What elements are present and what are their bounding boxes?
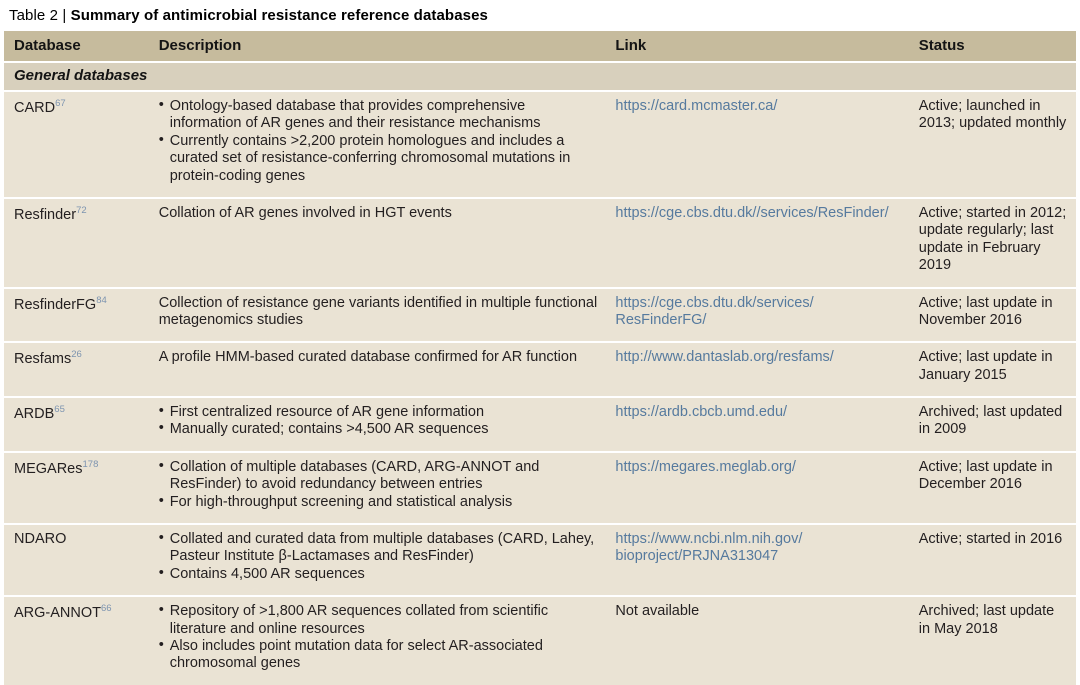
reference-superscript[interactable]: 66 [101,603,112,615]
link-cell: Not available [605,595,908,685]
bullet-item: • Ontology-based database that provides comprehensive information of AR genes and their resistance mechanisms [159,98,598,133]
description-bullets [159,603,598,673]
header-row [4,31,1076,61]
database-link[interactable]: http://www.dantaslab.org/resfams/ [615,349,834,366]
description-cell [149,90,606,197]
description-cell: A profile HMM-based curated database confirmed for AR function [149,341,606,396]
database-link[interactable]: https://ardb.cbcb.umd.edu/ [615,404,788,421]
description-bullets [159,459,598,511]
database-cell [4,341,149,396]
database-cell [4,451,149,523]
link-cell [605,451,908,523]
bullet-item: • Manually curated; contains >4,500 AR sequences [159,421,598,438]
bullet-item: • Currently contains >2,200 protein homologues and includes a curated set of resistance-conferring chromosomal mutations in protein-coding genes [159,133,598,185]
table-title-text: Summary of antimicrobial resistance reference databases [70,7,488,24]
database-cell [4,396,149,451]
database-link[interactable]: https://cge.cbs.dtu.dk/services/ResFinderFG/ [615,294,814,328]
col-header-link: Link [605,31,908,61]
status-cell: Active; launched in 2013; updated monthly [909,90,1076,197]
database-link[interactable]: https://www.ncbi.nlm.nih.gov/bioproject/PRJNA313047 [615,531,803,565]
description-cell: Collation of AR genes involved in HGT events [149,197,606,287]
table-row [4,287,1076,342]
bullet-item: • For high-throughput screening and statistical analysis [159,494,598,511]
section-label: General databases [4,61,1076,90]
reference-superscript[interactable]: 65 [54,404,65,416]
description-cell [149,451,606,523]
table-row [4,523,1076,595]
database-name: Resfinder [14,206,77,223]
description-cell [149,396,606,451]
database-name: ARG-ANNOT [14,605,101,622]
database-cell [4,90,149,197]
status-cell: Archived; last update in May 2018 [909,595,1076,685]
table-title [4,5,1076,31]
table-row [4,197,1076,287]
database-name: ARDB [14,405,55,422]
section-row [4,61,1076,90]
link-cell [605,523,908,595]
link-cell [605,90,908,197]
status-cell: Archived; last updated in 2009 [909,396,1076,451]
link-cell [605,341,908,396]
bullet-item: • Also includes point mutation data for select AR-associated chromosomal genes [159,638,598,673]
database-cell [4,523,149,595]
table-row [4,341,1076,396]
reference-superscript[interactable]: 84 [96,294,107,306]
table-row [4,451,1076,523]
link-cell [605,396,908,451]
bullet-item: • First centralized resource of AR gene information [159,404,598,421]
table-body [4,61,1076,685]
description-bullets [159,404,598,439]
status-cell: Active; started in 2012; update regularly; last update in February 2019 [909,197,1076,287]
table-number: Table 2 | [9,7,71,24]
link-cell [605,287,908,342]
description-cell [149,595,606,685]
bullet-item: • Collation of multiple databases (CARD, ARG-ANNOT and ResFinder) to avoid redundancy between entries [159,459,598,494]
description-bullets [159,531,598,583]
database-cell [4,197,149,287]
status-cell: Active; last update in December 2016 [909,451,1076,523]
reference-superscript[interactable]: 178 [82,458,99,470]
table-row [4,90,1076,197]
status-cell: Active; last update in November 2016 [909,287,1076,342]
database-link[interactable]: https://card.mcmaster.ca/ [615,98,778,114]
description-cell [149,523,606,595]
col-header-description: Description [149,31,606,61]
table-row [4,595,1076,685]
reference-table [4,31,1076,685]
description-bullets [159,98,598,185]
status-cell: Active; last update in January 2015 [909,341,1076,396]
database-name: ResfinderFG [14,296,97,313]
status-cell: Active; started in 2016 [909,523,1076,595]
bullet-item: • Contains 4,500 AR sequences [159,566,598,583]
database-name: CARD [14,99,56,116]
database-name: MEGARes [14,460,83,477]
database-name: NDARO [14,531,67,548]
col-header-status: Status [909,31,1076,61]
reference-superscript[interactable]: 72 [76,204,87,216]
description-cell: Collection of resistance gene variants identified in multiple functional metagenomics studies [149,287,606,342]
bullet-item: • Repository of >1,800 AR sequences collated from scientific literature and online resources [159,603,598,638]
database-cell [4,595,149,685]
database-link[interactable]: https://megares.meglab.org/ [615,458,796,475]
database-link[interactable]: https://cge.cbs.dtu.dk//services/ResFinder/ [615,204,889,221]
reference-superscript[interactable]: 67 [55,98,66,109]
reference-superscript[interactable]: 26 [71,349,82,361]
database-name: Resfams [14,351,72,368]
bullet-item: • Collated and curated data from multiple databases (CARD, Lahey, Pasteur Institute β-Lactamases and ResFinder) [159,531,598,566]
table-row [4,396,1076,451]
col-header-database: Database [4,31,149,61]
link-cell [605,197,908,287]
database-cell [4,287,149,342]
